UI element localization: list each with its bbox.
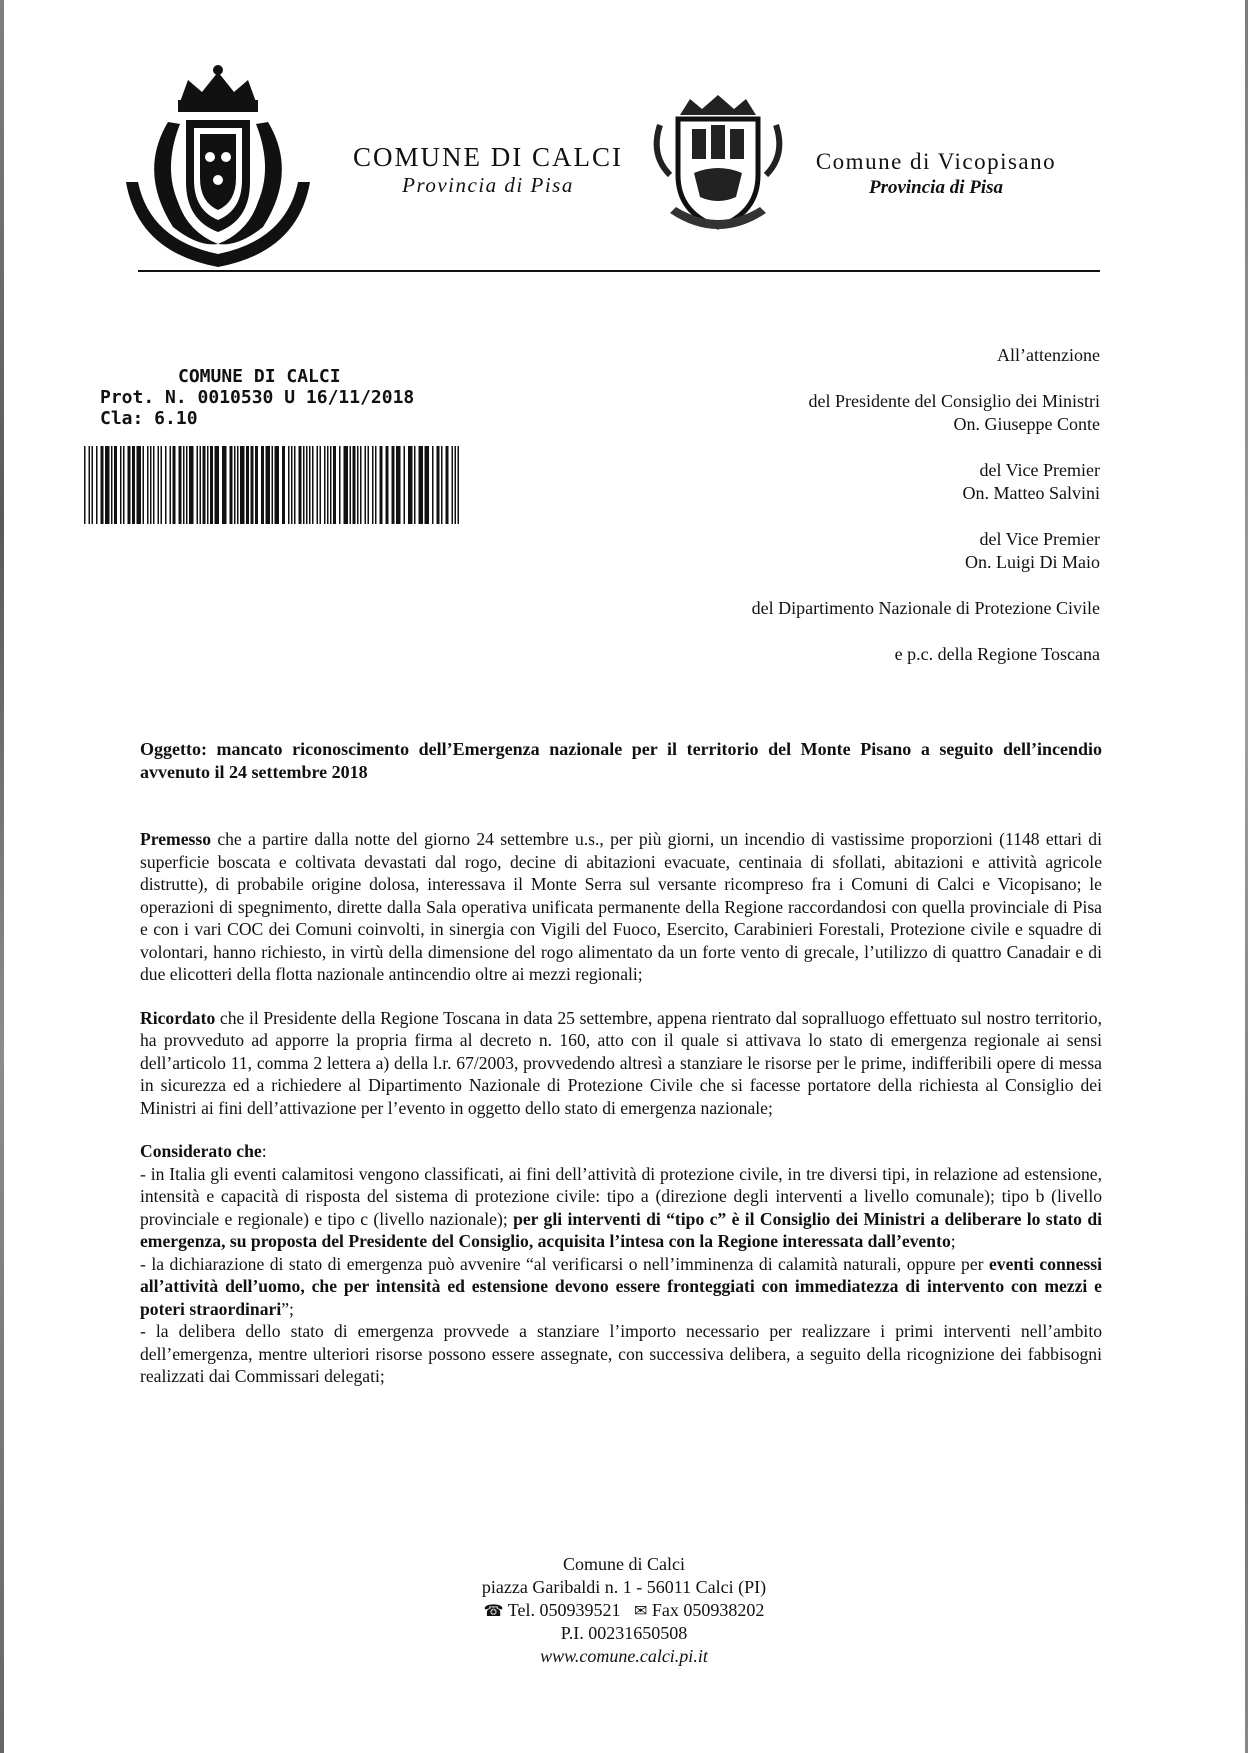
protocol-office: COMUNE DI CALCI <box>178 366 341 387</box>
footer-name: Comune di Calci <box>563 1554 685 1574</box>
calci-title: COMUNE DI CALCI <box>353 142 623 172</box>
item-text: - la dichiarazione di stato di emergenza può avvenire “al verificarsi o nell’imminenza di calamità naturali, oppure per <box>140 1253 989 1274</box>
considerato-item-1 <box>140 1163 1102 1253</box>
item-text: - in Italia gli eventi calamitosi vengono classificati, ai fini dell’attività di protezione civile, in tre diversi tipi, in relazione ad estensione, intensità e capacità di risposta del sistema di protezione civile: tipo a (direzione degli interventi a livello comunale); tipo b (livello provinciale e regionale) e tipo c (livello nazionale); <box>140 1163 1102 1229</box>
protocol-stamp <box>100 366 414 429</box>
considerato-heading: Considerato che <box>140 1141 262 1161</box>
paragraph-lead: Ricordato <box>140 1007 216 1028</box>
footer-vat: P.I. 00231650508 <box>560 1623 688 1643</box>
recipient-region-copy <box>540 643 1100 666</box>
recipient-line: del Dipartimento Nazionale di Protezione Civile <box>751 598 1100 618</box>
recipient-civil-protection <box>540 597 1100 620</box>
calci-province: Provincia di Pisa <box>402 173 574 197</box>
considerato-item-2 <box>140 1253 1102 1321</box>
footer-address: piazza Garibaldi n. 1 - 56011 Calci (PI) <box>481 1577 767 1597</box>
paragraph-considerato <box>140 1140 1102 1388</box>
protocol-classification: Cla: 6.10 <box>100 408 198 429</box>
recipient-vice-premier-2 <box>540 528 1100 574</box>
letter-subject: Oggetto: mancato riconoscimento dell’Emergenza nazionale per il territorio del Monte Pisano a seguito dell’incendio avvenuto il 24 settembre 2018 <box>140 739 1102 782</box>
calci-coat-of-arms-logo <box>118 62 318 272</box>
recipient-vice-premier-1 <box>540 459 1100 505</box>
recipient-line: On. Giuseppe Conte <box>953 414 1100 434</box>
paragraph-text: che il Presidente della Regione Toscana in data 25 settembre, appena rientrato dal sopralluogo effettuato sul nostro territorio, ha provveduto ad apporre la propria firma al decreto n. 160, atto con il quale si attivava lo stato di emergenza regionale ai sensi dell’articolo 11, comma 2 lettera a) della l.r. 67/2003, provvedendo altresì a stanziare le risorse per le prime, indifferibili opere di messa in sicurezza ed a richiedere al Dipartimento Nazionale di Protezione Civile che si facesse portatore della richiesta al Consiglio dei Ministri ai fini dell’attivazione per l’evento in oggetto dello stato di emergenza nazionale; <box>140 1007 1102 1118</box>
paragraph-premesso <box>140 828 1102 986</box>
considerato-heading-line <box>140 1140 1102 1163</box>
item-bold: per gli interventi di “tipo c” è il Consiglio dei Ministri a deliberare lo stato di emergenza, su proposta del Presidente del Consiglio, acquisita l’intesa con la Regione interessata dall’evento <box>140 1208 1102 1251</box>
recipient-line: del Presidente del Consiglio dei Ministri <box>808 391 1100 411</box>
recipient-line: del Vice Premier <box>979 460 1100 480</box>
fax-icon: ✉ <box>633 1601 648 1620</box>
vicopisano-province: Provincia di Pisa <box>868 177 1004 198</box>
item-end: ; <box>950 1231 956 1251</box>
scan-edge-left <box>0 0 4 1753</box>
vicopisano-title: Comune di Vicopisano <box>815 149 1057 174</box>
footer-contacts <box>424 1599 824 1622</box>
paragraph-ricordato <box>140 1007 1102 1120</box>
recipients-heading: All’attenzione <box>997 345 1100 365</box>
paragraph-lead: Premesso <box>140 829 212 849</box>
recipient-line: e p.c. della Regione Toscana <box>894 644 1100 664</box>
item-end: ”; <box>281 1298 294 1319</box>
letter-footer <box>424 1553 824 1668</box>
item-bold: eventi connessi all’attività dell’uomo, che per intensità ed estensione devono essere fronteggiati con immediatezza di intervento con mezzi e poteri straordinari <box>140 1253 1102 1319</box>
letter-body <box>140 828 1102 1409</box>
considerato-colon: : <box>261 1141 267 1161</box>
footer-fax: Fax 050938202 <box>651 1600 765 1620</box>
recipient-line: On. Matteo Salvini <box>962 483 1100 503</box>
recipient-line: del Vice Premier <box>979 529 1100 549</box>
vicopisano-coat-of-arms-logo <box>650 95 786 235</box>
vicopisano-letterhead <box>786 148 1086 200</box>
protocol-barcode <box>84 446 462 524</box>
footer-tel: Tel. 050939521 <box>507 1600 621 1620</box>
telephone-icon: ☎ <box>483 1601 504 1620</box>
recipient-prime-minister <box>540 390 1100 436</box>
recipients-block <box>540 344 1100 689</box>
paragraph-text: che a partire dalla notte del giorno 24 settembre u.s., per più giorni, un incendio di vastissime proporzioni (1148 ettari di superficie boscata e coltivata devastati dal rogo, decine di abitazioni evacuate, centinaia di sfollati, abitazioni e attività agricole distrutte), di probabile origine dolosa, interessava il Monte Serra sul versante ricompreso fra i Comuni di Calci e Vicopisano; le operazioni di spegnimento, dirette dalla Sala operativa unificata permanente della Regione raccordandosi con quella provinciale di Pisa e con i vari COC dei Comuni coinvolti, in sinergia con Vigili del Fuoco, Esercito, Carabinieri Forestali, Protezione civile e squadre di volontari, hanno richiesto, in virtù della dimensione del rogo alimentato da un forte vento di grecale, l’utilizzo di quattro Canadair e di due elicotteri della flotta nazionale antincendio oltre ai mezzi regionali; <box>140 829 1102 984</box>
recipient-line: On. Luigi Di Maio <box>965 552 1100 572</box>
footer-website[interactable]: www.comune.calci.pi.it <box>540 1646 708 1666</box>
calci-letterhead <box>320 142 656 198</box>
considerato-item-3: - la delibera dello stato di emergenza provvede a stanziare l’importo necessario per realizzare i primi interventi nell’ambito dell’emergenza, mentre ulteriori risorse possono essere assegnate, con successiva delibera, a seguito della ricognizione dei fabbisogni realizzati dai Commissari delegati; <box>140 1321 1102 1386</box>
letterhead-divider <box>138 270 1100 272</box>
protocol-number: Prot. N. 0010530 U 16/11/2018 <box>100 387 415 408</box>
